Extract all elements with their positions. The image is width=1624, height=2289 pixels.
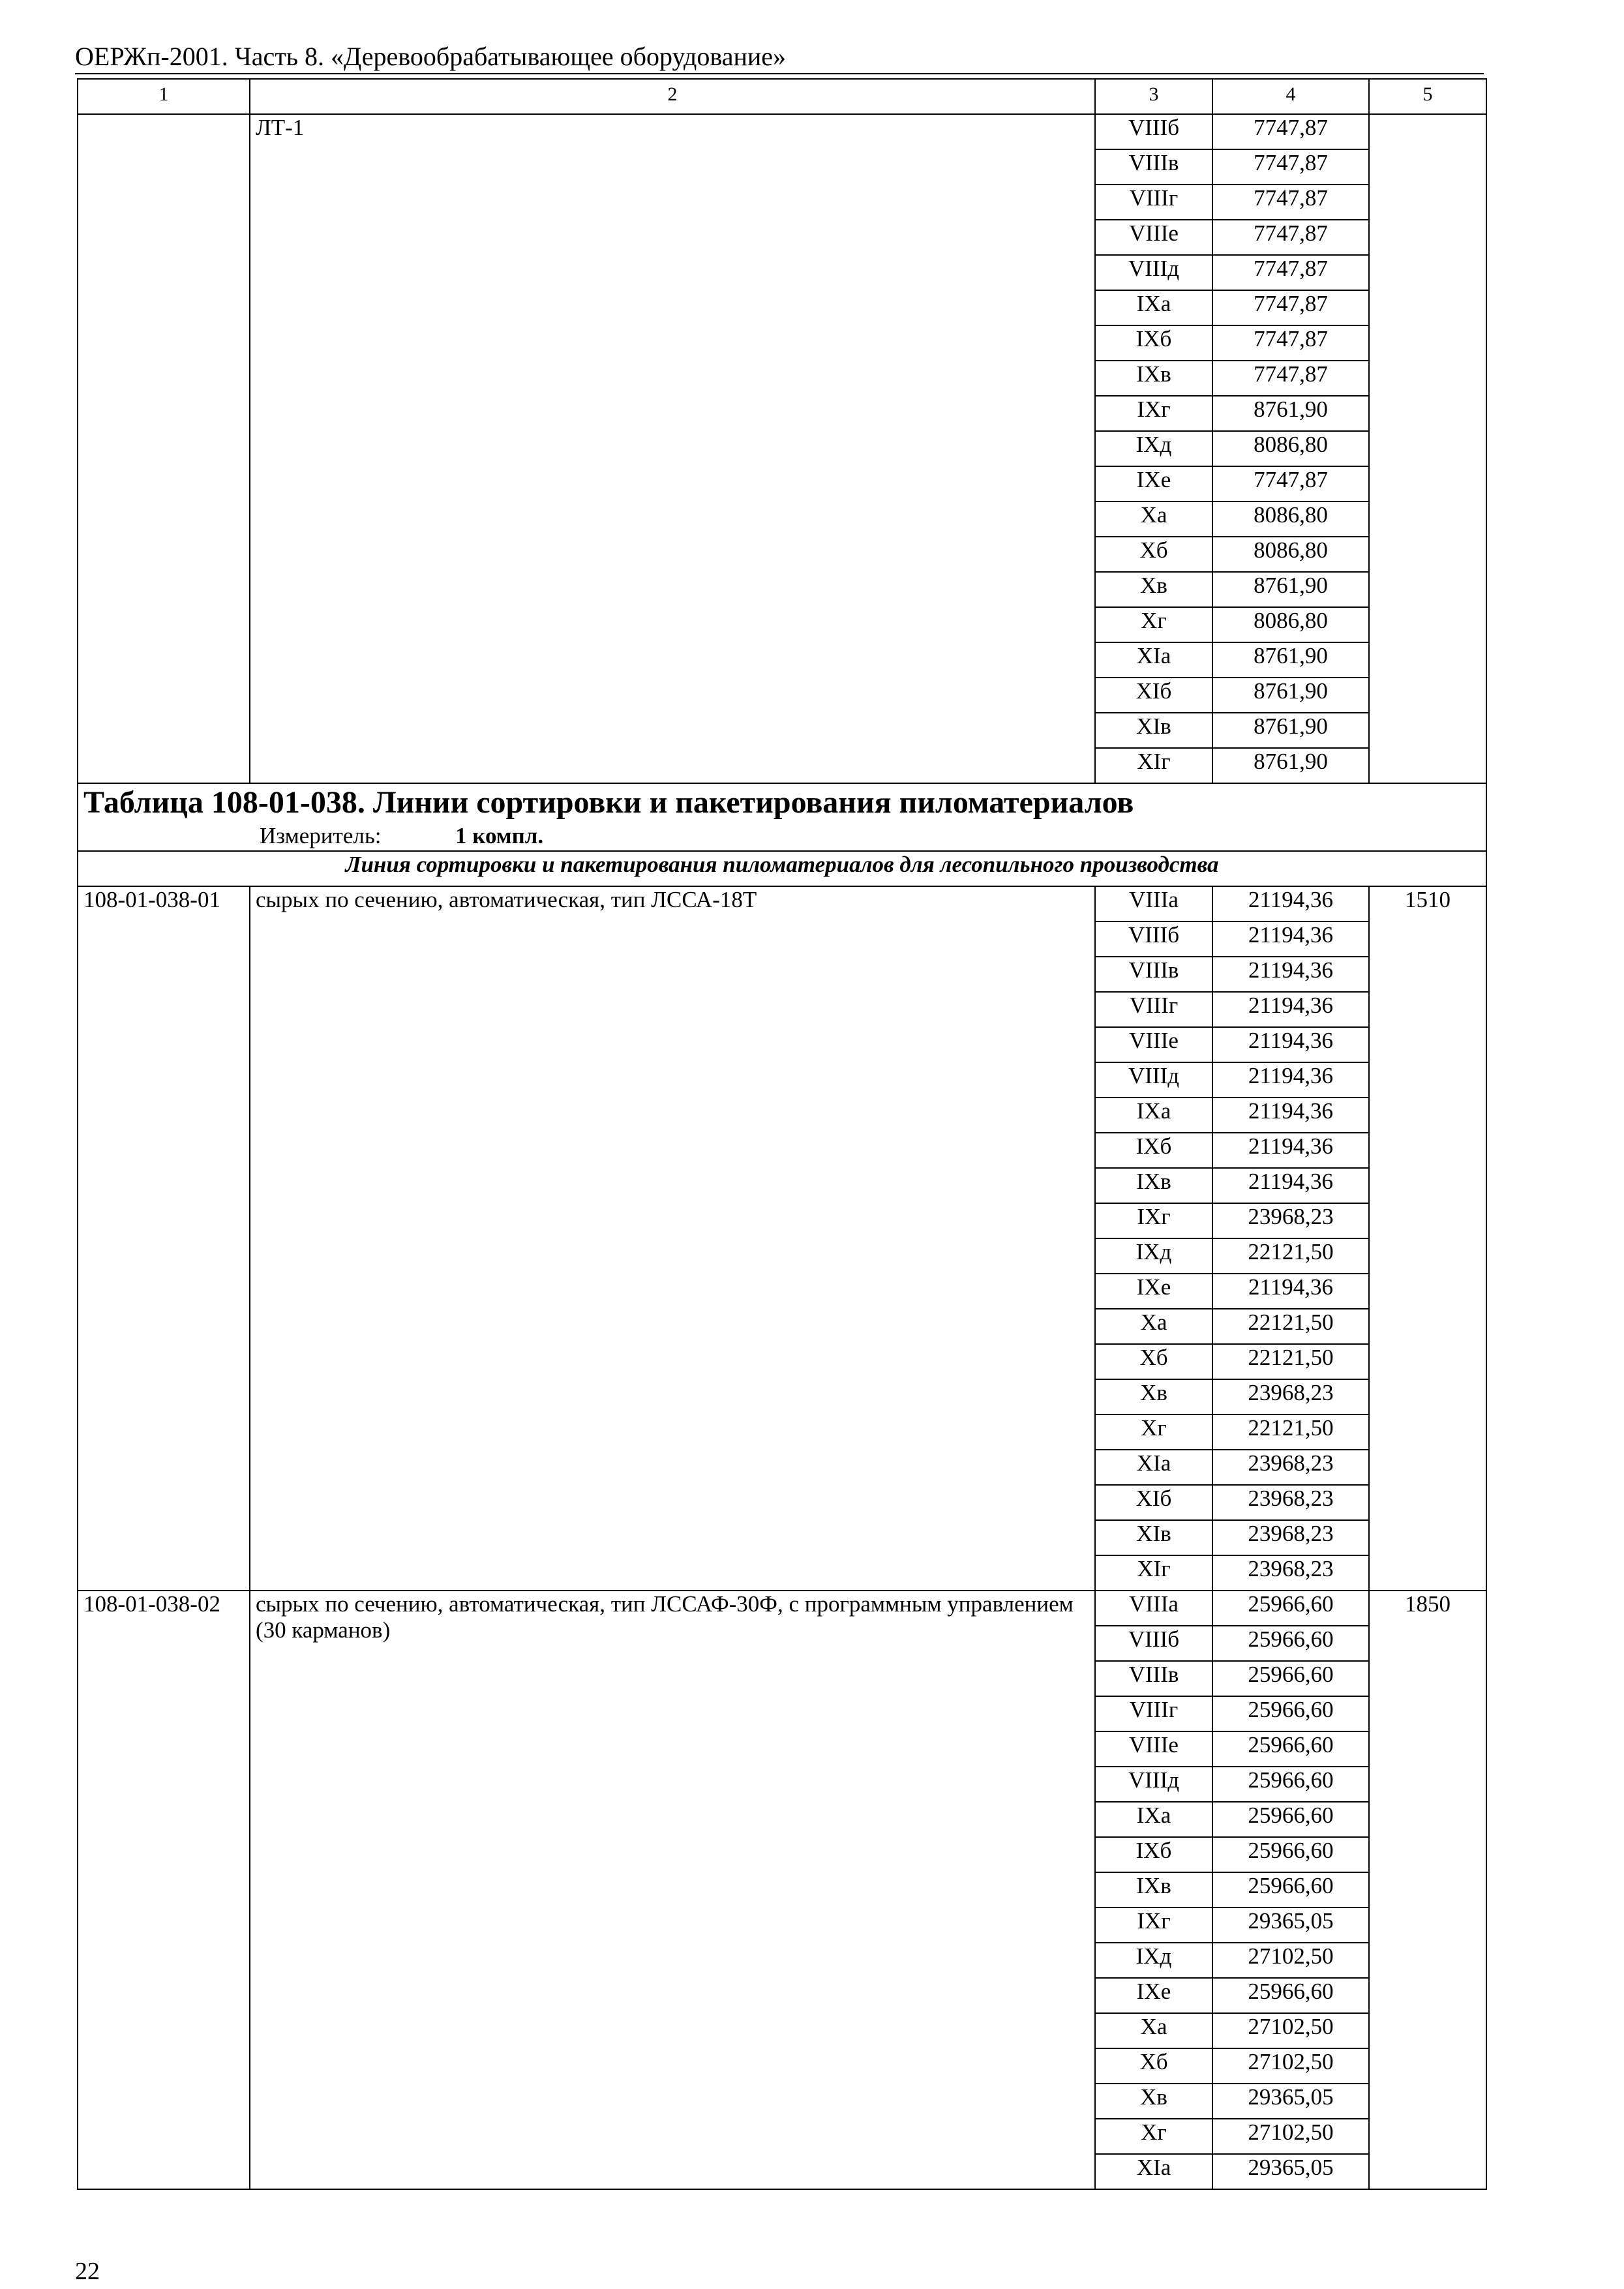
zone-cell: VIIIв [1095,1661,1212,1696]
zone-cell: IXг [1095,396,1212,431]
price-cell: 27102,50 [1212,2048,1369,2084]
price-cell: 7747,87 [1212,185,1369,220]
zone-cell: VIIIа [1095,1591,1212,1626]
zone-cell: Xб [1095,2048,1212,2084]
table-row [78,1591,1486,1626]
price-cell: 8761,90 [1212,713,1369,748]
table-row [78,886,1486,921]
zone-cell: XIа [1095,1450,1212,1485]
zone-cell: IXв [1095,361,1212,396]
price-cell: 21194,36 [1212,1168,1369,1203]
zone-cell: VIIIд [1095,1062,1212,1098]
price-cell: 7747,87 [1212,290,1369,325]
zone-cell: IXе [1095,1274,1212,1309]
zone-cell: XIб [1095,1485,1212,1520]
price-cell: 25966,60 [1212,1696,1369,1731]
column-number: 4 [1212,79,1369,114]
zone-cell: IXа [1095,1098,1212,1133]
zone-cell: Xб [1095,1344,1212,1379]
zone-cell: VIIIб [1095,921,1212,957]
price-cell: 8086,80 [1212,537,1369,572]
price-cell: 8761,90 [1212,396,1369,431]
price-cell: 23968,23 [1212,1485,1369,1520]
page-number: 22 [75,2258,100,2285]
zone-cell: XIб [1095,678,1212,713]
column-number: 1 [78,79,250,114]
price-cell: 25966,60 [1212,1626,1369,1661]
price-cell: 8761,90 [1212,678,1369,713]
price-cell: 23968,23 [1212,1520,1369,1555]
zone-cell: Xа [1095,501,1212,537]
zone-cell: VIIIв [1095,149,1212,185]
zone-cell: Xг [1095,1414,1212,1450]
zone-cell: IXб [1095,325,1212,361]
section-subheading: Линия сортировки и пакетирования пиломатериалов для лесопильного производства [78,851,1486,886]
price-cell: 7747,87 [1212,325,1369,361]
column-number: 5 [1369,79,1486,114]
price-cell: 27102,50 [1212,2013,1369,2048]
price-cell: 7747,87 [1212,149,1369,185]
zone-cell: XIв [1095,1520,1212,1555]
price-cell: 25966,60 [1212,1731,1369,1767]
zone-cell: Xа [1095,2013,1212,2048]
measure-value: 1 компл. [455,823,544,848]
price-cell: 8086,80 [1212,607,1369,642]
zone-cell: IXб [1095,1837,1212,1872]
zone-cell: IXа [1095,1802,1212,1837]
zone-cell: IXе [1095,1978,1212,2013]
zone-cell: IXе [1095,466,1212,501]
zone-cell: IXа [1095,290,1212,325]
price-cell: 8086,80 [1212,501,1369,537]
price-cell: 25966,60 [1212,1837,1369,1872]
table-title: Таблица 108-01-038. Линии сортировки и пакетирования пиломатериалов [83,785,1134,820]
table-title-row [78,783,1486,851]
price-cell: 27102,50 [1212,2119,1369,2154]
zone-cell: Xв [1095,2084,1212,2119]
item-name: сырых по сечению, автоматическая, тип ЛССАФ-30Ф, с программным управлением (30 карманов) [250,1591,1095,2189]
price-cell: 21194,36 [1212,921,1369,957]
zone-cell: XIв [1095,713,1212,748]
price-cell: 7747,87 [1212,220,1369,255]
measure-row [83,822,1481,850]
zone-cell: Xг [1095,607,1212,642]
price-cell: 25966,60 [1212,1767,1369,1802]
price-cell: 27102,50 [1212,1943,1369,1978]
zone-cell: VIIIг [1095,992,1212,1027]
measure-label: Измеритель: [260,823,382,848]
price-cell: 25966,60 [1212,1591,1369,1626]
zone-cell: XIг [1095,748,1212,783]
price-cell: 21194,36 [1212,957,1369,992]
zone-cell: VIIIе [1095,220,1212,255]
section-subheading-row [78,851,1486,886]
zone-cell: IXг [1095,1908,1212,1943]
item-number: 1510 [1369,886,1486,1591]
zone-cell: VIIIд [1095,255,1212,290]
price-cell: 22121,50 [1212,1238,1369,1274]
zone-cell: VIIIв [1095,957,1212,992]
price-cell: 8761,90 [1212,642,1369,678]
price-cell: 7747,87 [1212,361,1369,396]
item-code: 108-01-038-02 [78,1591,250,2189]
zone-cell: VIIIг [1095,185,1212,220]
column-number: 2 [250,79,1095,114]
price-cell: 23968,23 [1212,1450,1369,1485]
price-cell: 23968,23 [1212,1379,1369,1414]
zone-cell: IXг [1095,1203,1212,1238]
zone-cell: Xв [1095,572,1212,607]
zone-cell: VIIIе [1095,1731,1212,1767]
item-number [1369,114,1486,783]
zone-cell: VIIIг [1095,1696,1212,1731]
zone-cell: VIIIа [1095,886,1212,921]
item-name: сырых по сечению, автоматическая, тип ЛССА-18Т [250,886,1095,1591]
price-cell: 25966,60 [1212,1661,1369,1696]
price-cell: 8761,90 [1212,572,1369,607]
column-numbers-row [78,79,1486,114]
item-code [78,114,250,783]
zone-cell: Xв [1095,1379,1212,1414]
price-cell: 22121,50 [1212,1414,1369,1450]
price-cell: 29365,05 [1212,2084,1369,2119]
zone-cell: VIIIб [1095,114,1212,149]
price-cell: 21194,36 [1212,1274,1369,1309]
zone-cell: Xг [1095,2119,1212,2154]
price-cell: 8761,90 [1212,748,1369,783]
zone-cell: XIа [1095,642,1212,678]
zone-cell: VIIIб [1095,1626,1212,1661]
zone-cell: Xа [1095,1309,1212,1344]
header-rule [75,73,1484,74]
price-cell: 21194,36 [1212,1133,1369,1168]
table-row [78,114,1486,149]
price-cell: 21194,36 [1212,1027,1369,1062]
item-number: 1850 [1369,1591,1486,2189]
price-cell: 29365,05 [1212,1908,1369,1943]
price-cell: 21194,36 [1212,886,1369,921]
item-code: 108-01-038-01 [78,886,250,1591]
price-cell: 29365,05 [1212,2154,1369,2189]
zone-cell: VIIIе [1095,1027,1212,1062]
price-cell: 22121,50 [1212,1344,1369,1379]
price-table [77,78,1487,2190]
price-cell: 7747,87 [1212,466,1369,501]
price-cell: 21194,36 [1212,1062,1369,1098]
zone-cell: IXд [1095,431,1212,466]
zone-cell: XIг [1095,1555,1212,1591]
table-title-cell [78,783,1486,851]
zone-cell: VIIIд [1095,1767,1212,1802]
zone-cell: IXв [1095,1168,1212,1203]
price-cell: 21194,36 [1212,992,1369,1027]
zone-cell: IXд [1095,1238,1212,1274]
zone-cell: Xб [1095,537,1212,572]
column-number: 3 [1095,79,1212,114]
zone-cell: IXв [1095,1872,1212,1908]
price-cell: 21194,36 [1212,1098,1369,1133]
price-cell: 7747,87 [1212,114,1369,149]
price-cell: 25966,60 [1212,1978,1369,2013]
page-header: ОЕРЖп-2001. Часть 8. «Деревообрабатывающее оборудование» [75,42,787,71]
price-cell: 22121,50 [1212,1309,1369,1344]
price-cell: 23968,23 [1212,1555,1369,1591]
price-cell: 8086,80 [1212,431,1369,466]
zone-cell: IXб [1095,1133,1212,1168]
price-cell: 7747,87 [1212,255,1369,290]
item-name: ЛТ-1 [250,114,1095,783]
zone-cell: XIа [1095,2154,1212,2189]
zone-cell: IXд [1095,1943,1212,1978]
price-cell: 23968,23 [1212,1203,1369,1238]
price-cell: 25966,60 [1212,1802,1369,1837]
price-cell: 25966,60 [1212,1872,1369,1908]
